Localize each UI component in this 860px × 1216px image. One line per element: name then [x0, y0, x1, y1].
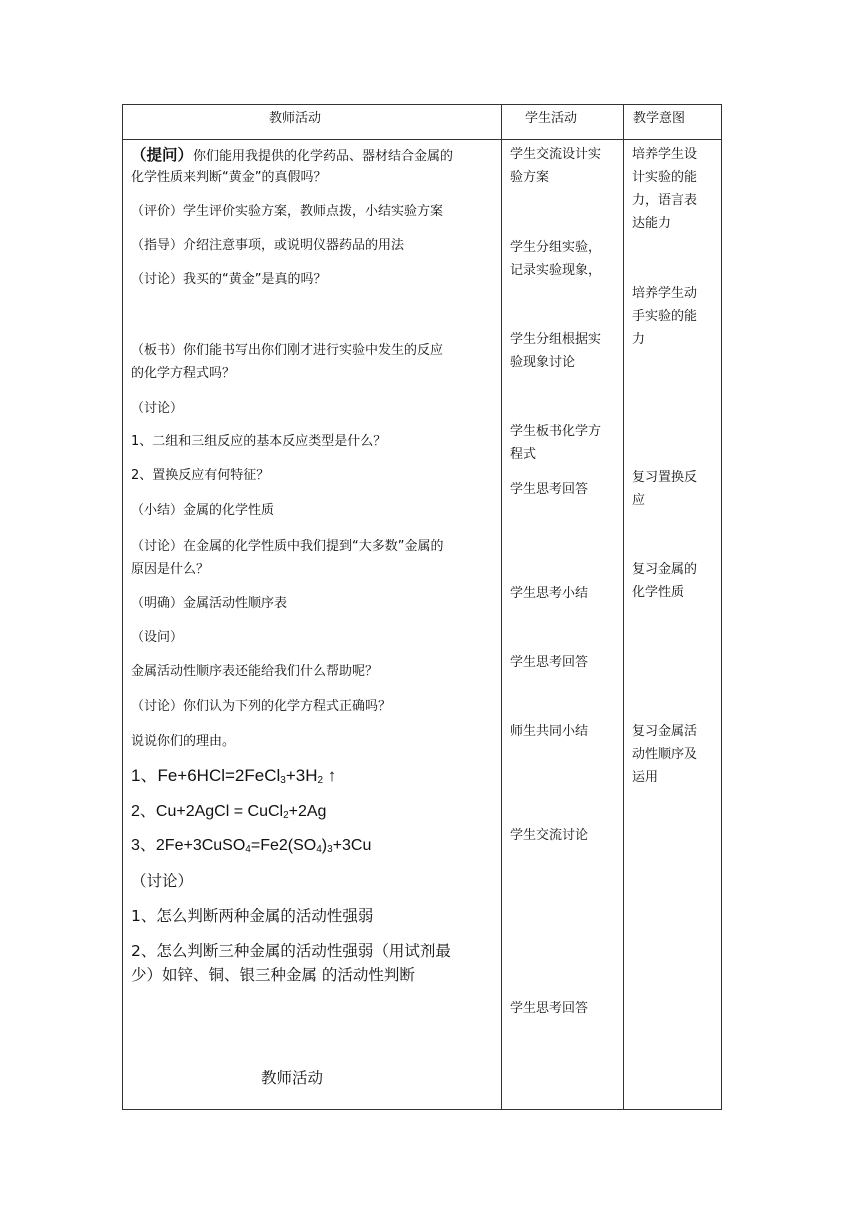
intent-4b: 化学性质 [632, 585, 685, 600]
intent-3b: 应 [632, 493, 646, 508]
student-activity-6: 学生思考小结 [510, 586, 589, 601]
intent-2: 培养学生动 [632, 286, 698, 301]
student-activity-3: 学生分组根据实 [510, 332, 602, 347]
student-activity-10: 学生思考回答 [510, 1001, 589, 1016]
intent-3: 复习置换反 [632, 470, 698, 485]
intent-4: 复习金属的 [632, 562, 698, 577]
intent-1: 培养学生设 [632, 147, 698, 162]
set-question-text: 金属活动性顺序表还能给我们什么帮助呢？ [131, 664, 379, 679]
practice-2-line2: 少）如锌、铜、银三种金属 的活动性判断 [131, 966, 415, 984]
student-activity-2b: 记录实验现象， [510, 263, 602, 278]
board-text-2: 的化学方程式吗？ [131, 366, 236, 381]
question-1: 1、二组和三组反应的基本反应类型是什么？ [131, 434, 387, 449]
intent-1b: 计实验的能 [632, 170, 698, 185]
column-divider [623, 105, 624, 1109]
board-text: （板书）你们能书写出你们刚才进行实验中发生的反应 [131, 343, 444, 358]
discuss-label: （讨论） [131, 401, 184, 416]
practice-2: 2、怎么判断三种金属的活动性强弱（用试剂最 [131, 942, 451, 960]
student-activity-1: 学生交流设计实 [510, 147, 602, 162]
intent-5c: 运用 [632, 770, 659, 785]
summary-text: （小结）金属的化学性质 [131, 503, 275, 518]
set-question-label: （设问） [131, 630, 184, 645]
student-activity-4b: 程式 [510, 447, 537, 462]
question-text: 你们能用我提供的化学药品、器材结合金属的 [193, 149, 454, 164]
column-divider [501, 105, 502, 1109]
equation-2: 2、Cu+2AgCl = CuCl$_2$+2Ag [131, 803, 327, 821]
intent-2b: 手实验的能 [632, 309, 698, 324]
discuss-majority-text: （讨论）在金属的化学性质中我们提到“大多数”金属的 [131, 539, 444, 554]
intent-1d: 达能力 [632, 216, 672, 231]
guide-text: （指导）介绍注意事项，或说明仪器药品的用法 [131, 238, 405, 253]
discuss-majority-text-2: 原因是什么？ [131, 562, 210, 577]
intent-5: 复习金属活 [632, 724, 698, 739]
equation-1: 1、$Fe+6HCl=2FeCl_3+3H_2$ ↑ [131, 766, 337, 786]
student-activity-5: 学生思考回答 [510, 482, 589, 497]
student-activity-2: 学生分组实验， [510, 240, 602, 255]
question-text-2: 化学性质来判断“黄金”的真假吗？ [131, 170, 327, 185]
equation-3: 3、$2Fe+3CuSO_4=Fe2(SO_4)_3+3Cu$ [131, 837, 372, 855]
student-activity-4: 学生板书化学方 [510, 424, 602, 439]
teacher-footer-label: 教师活动 [261, 1069, 324, 1087]
lesson-table [122, 104, 722, 1110]
discuss-label-2: （讨论） [131, 872, 194, 890]
discuss-equations-text: （讨论）你们认为下列的化学方程式正确吗？ [131, 699, 392, 714]
practice-1: 1、怎么判断两种金属的活动性强弱 [131, 907, 374, 925]
evaluate-text: （评价）学生评价实验方案，教师点拨，小结实验方案 [131, 204, 444, 219]
reason-text: 说说你们的理由。 [131, 734, 236, 749]
header-teacher: 教师活动 [269, 111, 322, 126]
student-activity-1b: 验方案 [510, 170, 550, 185]
question-2: 2、置换反应有何特征？ [131, 468, 270, 483]
question-tag: （提问） [131, 146, 194, 164]
clarify-text: （明确）金属活动性顺序表 [131, 596, 288, 611]
header-intent: 教学意图 [633, 111, 686, 126]
discuss-gold-text: （讨论）我买的“黄金”是真的吗？ [131, 272, 327, 287]
student-activity-3b: 验现象讨论 [510, 355, 576, 370]
header-student: 学生活动 [525, 111, 578, 126]
intent-5b: 动性顺序及 [632, 747, 698, 762]
header-divider [123, 139, 721, 140]
student-activity-8: 师生共同小结 [510, 724, 589, 739]
student-activity-7: 学生思考回答 [510, 655, 589, 670]
intent-1c: 力，语言表 [632, 193, 698, 208]
student-activity-9: 学生交流讨论 [510, 828, 589, 843]
intent-2c: 力 [632, 332, 646, 347]
